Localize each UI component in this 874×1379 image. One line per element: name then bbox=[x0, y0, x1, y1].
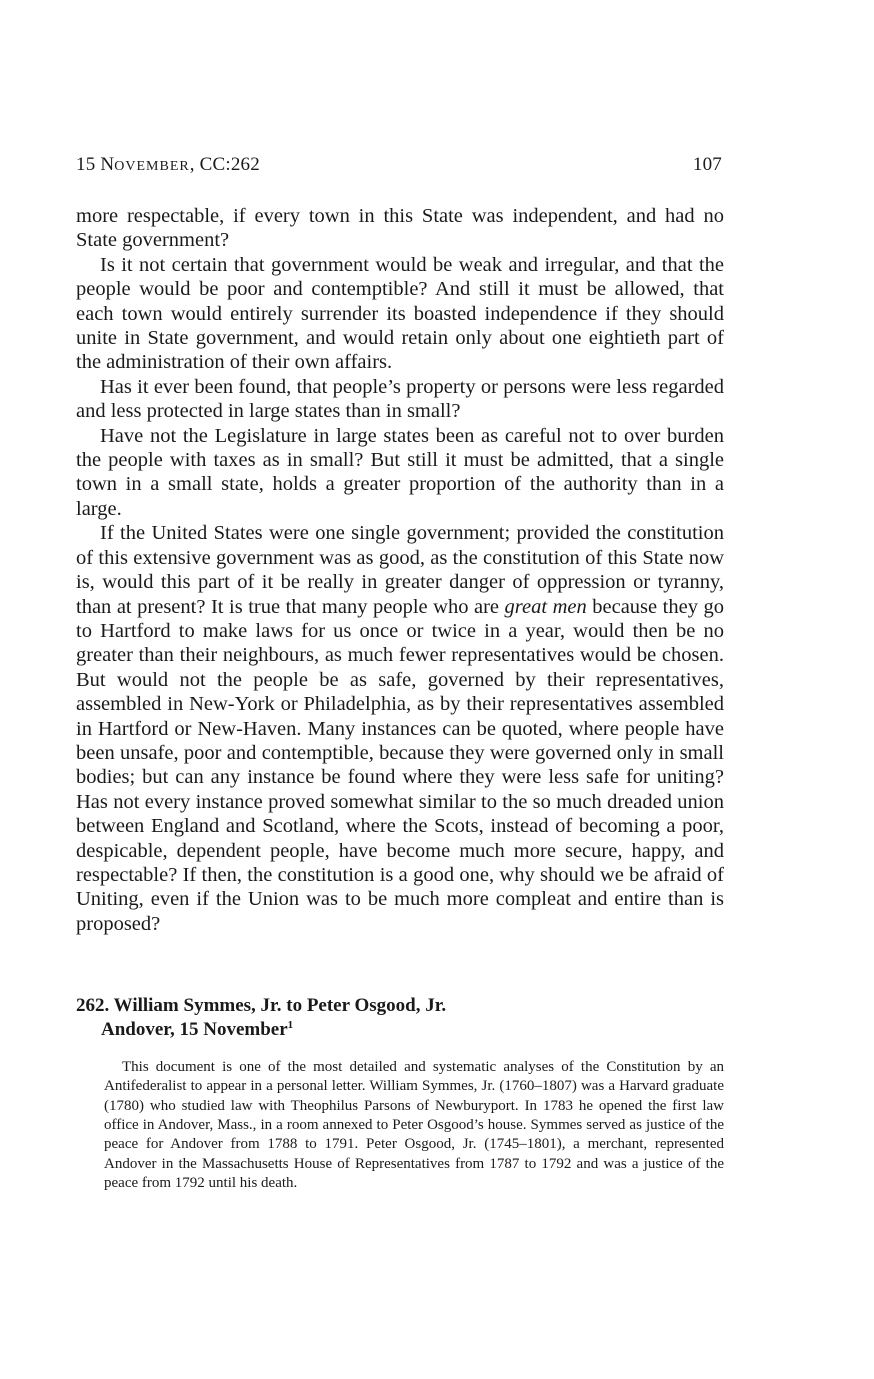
paragraph: Has it ever been found, that people’s property or persons were less regarded and less protected in large states than in small? bbox=[76, 375, 724, 423]
headnote-paragraph: This document is one of the most detailed and systematic analyses of the Constitution by an Antifederalist to appear in a personal letter. William Symmes, Jr. (1760–1807) was a Harvard graduate (1780) who studied law with Theophilus Parsons of Newburyport. In 1783 he opened the first law office in Andover, Mass., in a room annexed to Peter Osgood’s house. Symmes served as justice of the peace for Andover from 1788 to 1791. Peter Osgood, Jr. (1745–1801), a merchant, represented Andover in the Massachusetts House of Representatives from 1787 to 1792 and was a justice of the peace from 1792 until his death. bbox=[104, 1059, 724, 1191]
running-head bbox=[76, 150, 724, 180]
paragraph-continued: more respectable, if every town in this State was independent, and had no State government? bbox=[76, 205, 724, 252]
document-heading-line2: Andover, 15 November$^1$ bbox=[101, 1019, 294, 1041]
running-head-section: 15 NOVEMBER, CC:262 bbox=[76, 154, 260, 175]
page-number: 107 bbox=[692, 154, 722, 175]
book-page bbox=[76, 150, 724, 1193]
footnote-marker: 1 bbox=[287, 1019, 294, 1032]
paragraph: Is it not certain that government would be weak and irregular, and that the people would be poor and contemptible? And still it must be allowed, that each town would entirely surrender its boasted independence if they should unite in State government, and would retain only about one eightieth part of the administration of their own affairs. bbox=[76, 253, 724, 374]
headnote bbox=[76, 1058, 724, 1193]
document-heading-line1: 262. William Symmes, Jr. to Peter Osgood, Jr. bbox=[76, 995, 447, 1017]
body-text bbox=[76, 204, 724, 936]
paragraph: Have not the Legislature in large states been as careful not to over burden the people with taxes as in small? But still it must be admitted, that a single town in a small state, holds a greater proportion of the authority than in a large. bbox=[76, 424, 724, 520]
paragraph: If the United States were one single government; provided the constitution of this extensive government was as good, as the constitution of this State now is, would this part of it be really in greater danger of oppression or tyranny, than at present? It is true that many people who are great men because they go to Hartford to make laws for us once or twice in a year, would then be no greater than their neighbours, as much fewer representatives would be chosen. But would not the people be as safe, governed by their representatives, assembled in New-York or Philadelphia, as by their representatives assembled in Hartford or New-Haven. Many instances can be quoted, where people have been unsafe, poor and contemptible, because they were governed only in small bodies; but can any instance be found where they were less safe for uniting? Has not every instance proved somewhat similar to the so much dreaded union between England and Scotland, where the Scots, instead of becoming a poor, despicable, dependent people, have become much more secure, happy, and respectable? If then, the constitution is a good one, why should we be afraid of Uniting, even if the Union was to be much more compleat and entire than is proposed? bbox=[76, 522, 724, 935]
document-heading bbox=[76, 994, 724, 1042]
italic-phrase: great men bbox=[504, 595, 587, 618]
